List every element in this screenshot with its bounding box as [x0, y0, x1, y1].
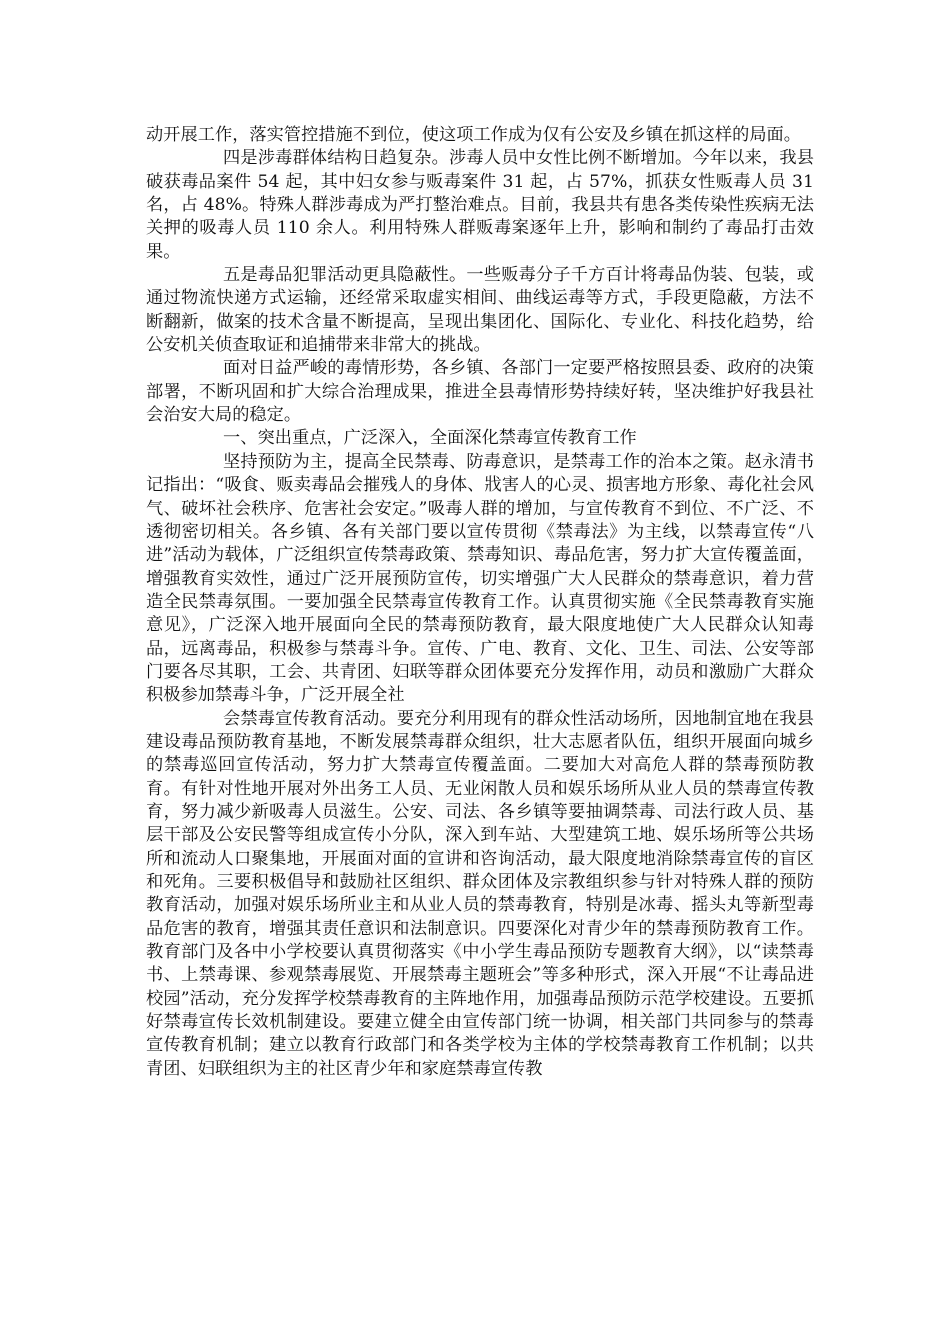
paragraph-campaign-activities: 会禁毒宣传教育活动。要充分利用现有的群众性活动场所，因地制宜地在我县建设毒品预防教育基地，不断发展禁毒群众组织，壮大志愿者队伍，组织开展面向城乡的禁毒巡回宣传活动，努力扩大禁毒宣传覆盖面。二要加大对高危人群的禁毒预防教育。有针对性地开展对外出务工人员、无业闲散人员和娱乐场所从业人员的禁毒宣传教育，努力减少新吸毒人员滋生。公安、司法、各乡镇等要抽调禁毒、司法行政人员、基层干部及公安民警等组成宣传小分队，深入到车站、大型建筑工地、娱乐场所等公共场所和流动人口聚集地，开展面对面的宣讲和咨询活动，最大限度地消除禁毒宣传的盲区和死角。三要积极倡导和鼓励社区组织、群众团体及宗教组织参与针对特殊人群的预防教育活动，加强对娱乐场所业主和从业人员的禁毒教育，特别是冰毒、摇头丸等新型毒品危害的教育，增强其责任意识和法制意识。四要深化对青少年的禁毒预防教育工作。教育部门及各中小学校要认真贯彻落实《中小学生毒品预防专题教育大纲》，以“读禁毒书、上禁毒课、参观禁毒展览、开展禁毒主题班会”等多种形式，深入开展“不让毒品进校园”活动，充分发挥学校禁毒教育的主阵地作用，加强毒品预防示范学校建设。五要抓好禁毒宣传长效机制建设。要建立健全由宣传部门统一协调，相关部门共同参与的禁毒宣传教育机制；建立以教育行政部门和各类学校为主体的学校禁毒教育工作机制；以共青团、妇联组织为主的社区青少年和家庭禁毒宣传教 [146, 708, 814, 1079]
paragraph-drug-group-structure: 四是涉毒群体结构日趋复杂。涉毒人员中女性比例不断增加。今年以来，我县破获毒品案件 54 起，其中妇女参与贩毒案件 31 起，占 57%，抓获女性贩毒人员 31 名，占 48%。特殊人群涉毒成为严打整治难点。目前，我县共有患各类传染性疾病无法关押的吸毒人员 110 余人。利用特殊人群贩毒案逐年上升，影响和制约了毒品打击效果。 [146, 148, 814, 262]
paragraph-concealment: 五是毒品犯罪活动更具隐蔽性。一些贩毒分子千方百计将毒品伪装、包装，或通过物流快递方式运输，还经常采取虚实相间、曲线运毒等方式，手段更隐蔽，方法不断翻新，做案的技术含量不断提高，呈现出集团化、国际化、专业化、科技化趋势，给公安机关侦查取证和追捕带来非常大的挑战。 [146, 265, 814, 356]
paragraph-continuation: 动开展工作，落实管控措施不到位，使这项工作成为仅有公安及乡镇在抓这样的局面。 [146, 125, 802, 145]
section-heading: 一、突出重点，广泛深入，全面深化禁毒宣传教育工作 [223, 428, 637, 449]
document-body [146, 124, 814, 1081]
paragraph-response: 面对日益严峻的毒情形势，各乡镇、各部门一定要严格按照县委、政府的决策部署，不断巩固和扩大综合治理成果，推进全县毒情形势持续好转，坚决维护好我县社会治安大局的稳定。 [146, 358, 814, 426]
paragraph-prevention: 坚持预防为主，提高全民禁毒、防毒意识，是禁毒工作的治本之策。赵永清书记指出：“吸食、贩卖毒品会摧残人的身体、戕害人的心灵、损害地方形象、毒化社会风气、破坏社会秩序、危害社会安定。”吸毒人群的增加，与宣传教育不到位、不广泛、不透彻密切相关。各乡镇、各有关部门要以宣传贯彻《禁毒法》为主线，以禁毒宣传“八进”活动为载体，广泛组织宣传禁毒政策、禁毒知识、毒品危害，努力扩大宣传覆盖面，增强教育实效性，通过广泛开展预防宣传，切实增强广大人民群众的禁毒意识，着力营造全民禁毒氛围。一要加强全民禁毒宣传教育工作。认真贯彻实施《全民禁毒教育实施意见》，广泛深入地开展面向全民的禁毒预防教育，最大限度地使广大人民群众认知毒品，远离毒品，积极参与禁毒斗争。宣传、广电、教育、文化、卫生、司法、公安等部门要各尽其职，工会、共青团、妇联等群众团体要充分发挥作用，动员和激励广大群众积极参加禁毒斗争，广泛开展全社 [146, 451, 814, 706]
